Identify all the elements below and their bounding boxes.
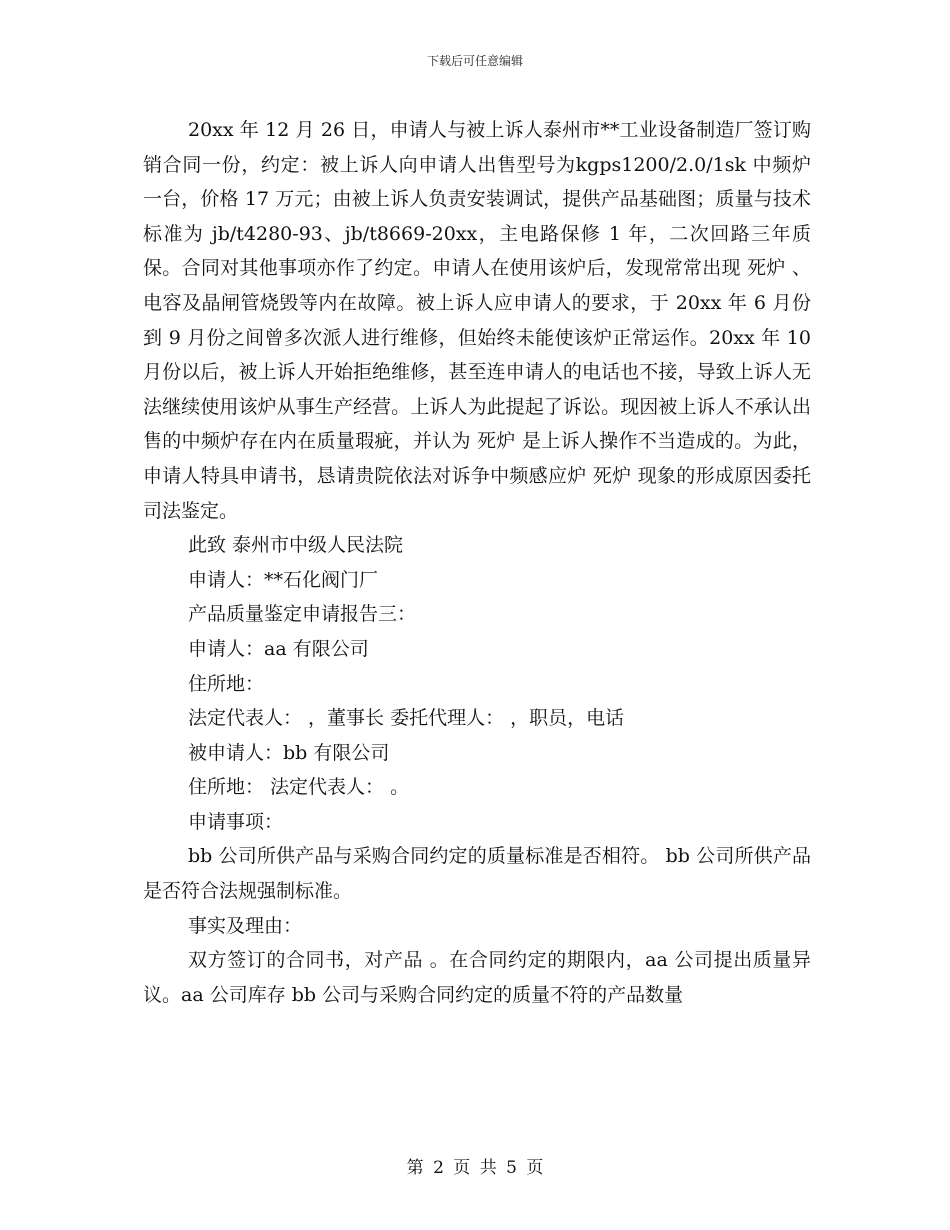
paragraph-report-title: 产品质量鉴定申请报告三： — [188, 603, 417, 626]
paragraph-request-items: bb 公司所供产品与采购合同约定的质量标准是否相符。 bb 公司所供产品是否符合法规强制标准。 — [143, 845, 811, 903]
paragraph-applicant: 申请人：aa 有限公司 — [188, 637, 369, 660]
paragraph-applicant-signature: 申请人：**石化阀门厂 — [188, 568, 379, 591]
paragraph-case-facts: 20xx 年 12 月 26 日，申请人与被上诉人泰州市**工业设备制造厂签订购销合同一份，约定：被上诉人向申请人出售型号为kgps1200/2.0/1sk 中频炉一台，价格 17 万元；由被上诉人负责安装调试，提供产品基础图；质量与技术标准为 jb/t4280-93、jb/t8669-20xx，主电路保修 1 年，二次回路三年质保。合同对其他事项亦作了约定。申请人在使用该炉后，发现常常出现 死炉 、电容及晶闸管烧毁等内在故障。被上诉人应申请人的要求，于 20xx 年 6 月份到 9 月份之间曾多次派人进行维修，但始终未能使该炉正常运作。20xx 年 10 月份以后，被上诉人开始拒绝维修，甚至连申请人的电话也不接，导致上诉人无法继续使用该炉从事生产经营。上诉人为此提起了诉讼。现因被上诉人不承认出售的中频炉存在内在质量瑕疵，并认为 死炉 是上诉人操作不当造成的。为此，申请人特具申请书，恳请贵院依法对诉争中频感应炉 死炉 现象的形成原因委托司法鉴定。 — [143, 119, 811, 522]
page-header: 下载后可任意编辑 — [426, 54, 523, 68]
paragraph-legal-representative: 法定代表人： ，董事长 委托代理人： ，职员，电话 — [188, 707, 625, 730]
paragraph-facts-heading: 事实及理由： — [188, 914, 303, 937]
paragraph-respondent: 被申请人：bb 有限公司 — [188, 741, 390, 764]
paragraph-respondent-address: 住所地： 法定代表人： 。 — [188, 776, 410, 799]
document-body — [143, 113, 811, 1012]
page-number: 第 2 页 共 5 页 — [406, 1158, 544, 1178]
paragraph-facts-text: 双方签订的合同书，对产品 。在合同约定的期限内，aa 公司提出质量异议。aa 公司库存 bb 公司与采购合同约定的质量不符的产品数量 — [143, 949, 811, 1006]
paragraph-request-heading: 申请事项： — [188, 810, 284, 833]
paragraph-salutation: 此致 泰州市中级人民法院 — [188, 534, 404, 557]
paragraph-address: 住所地： — [188, 672, 265, 695]
